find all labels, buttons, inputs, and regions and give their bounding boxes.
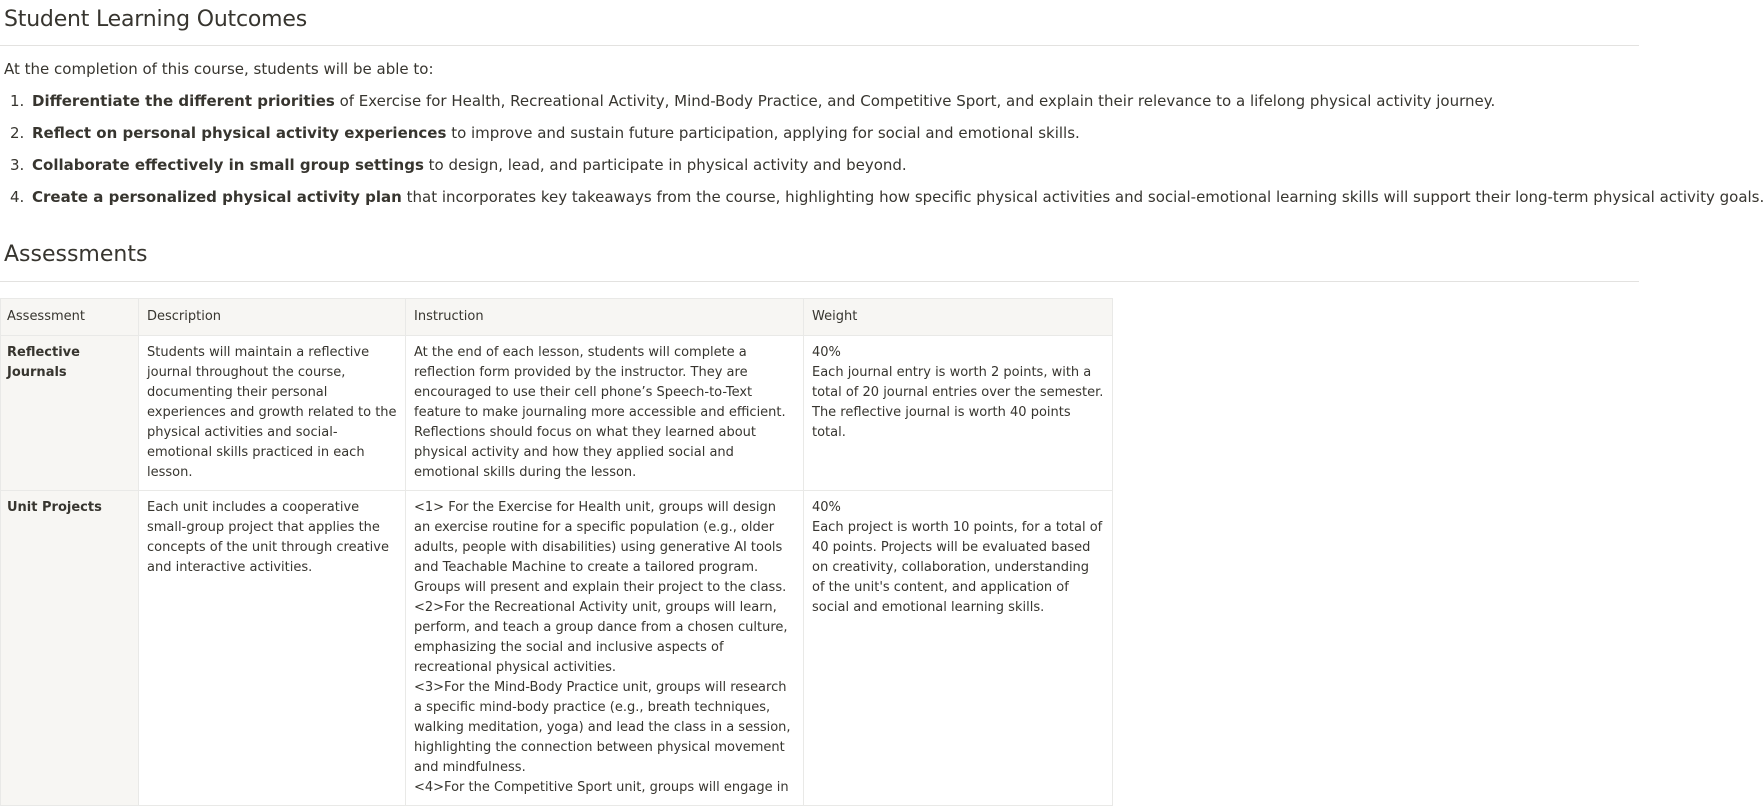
divider <box>0 45 1639 46</box>
table-header-row <box>1 299 1113 336</box>
outcome-text: that incorporates key takeaways from the course, highlighting how specific physical activities and social-emotional learning skills will support their long-term physical activity goals. <box>401 188 1764 206</box>
instruction-paragraph: At the end of each lesson, students will complete a reflection form provided by the instructor. They are encouraged to use their cell phone’s Speech-to-Text feature to make journaling more accessible and efficient. Reflections should focus on what they learned about physical activity and how they applied social and emotional skills during the lesson. <box>414 345 786 480</box>
instruction-paragraph: <1> For the Exercise for Health unit, groups will design an exercise routine for a specific population (e.g., older adults, people with disabilities) using generative AI tools and Teachable Machine to create a tailored program. Groups will present and explain their project to the class. <box>414 500 787 595</box>
list-number: 3. <box>10 156 25 174</box>
instruction-paragraph: <2>For the Recreational Activity unit, groups will learn, perform, and teach a group dance from a chosen culture, emphasizing the social and inclusive aspects of recreational physical activities. <box>414 600 788 675</box>
outcomes-intro: At the completion of this course, students will be able to: <box>4 60 434 78</box>
outcome-text: of Exercise for Health, Recreational Activity, Mind-Body Practice, and Competitive Sport, and explain their relevance to a lifelong physical activity journey. <box>334 92 1496 110</box>
weight-cell[interactable] <box>804 491 1113 806</box>
outcome-key-phrase: Collaborate effectively in small group settings <box>32 156 424 174</box>
instruction-cell[interactable] <box>406 336 804 491</box>
assessments-table <box>0 298 1113 806</box>
list-number: 4. <box>10 188 25 206</box>
column-header-description[interactable]: Description <box>139 299 406 336</box>
column-header-weight[interactable]: Weight <box>804 299 1113 336</box>
outcome-text: to design, lead, and participate in physical activity and beyond. <box>423 156 907 174</box>
assessment-cell[interactable]: Reflective Journals <box>1 336 139 491</box>
outcomes-heading: Student Learning Outcomes <box>4 7 307 32</box>
weight-text: Each project is worth 10 points, for a total of 40 points. Projects will be evaluated based on creativity, collaboration, understanding of the unit's content, and application of social and emotional learning skills. <box>812 520 1103 615</box>
table-row <box>1 491 1113 806</box>
outcome-key-phrase: Create a personalized physical activity plan <box>32 188 402 206</box>
weight-cell[interactable] <box>804 336 1113 491</box>
weight-value: 40% <box>812 500 841 515</box>
instruction-cell[interactable] <box>406 491 804 806</box>
list-number: 2. <box>10 124 25 142</box>
outcome-text: to improve and sustain future participation, applying for social and emotional skills. <box>446 124 1080 142</box>
description-cell[interactable]: Students will maintain a reflective journal throughout the course, documenting their personal experiences and growth related to the physical activities and social-emotional skills practiced in each lesson. <box>139 336 406 491</box>
instruction-paragraph: <3>For the Mind-Body Practice unit, groups will research a specific mind-body practice (e.g., breath techniques, walking meditation, yoga) and lead the class in a session, highlighting the connection between physical movement and mindfulness. <box>414 680 791 775</box>
assessments-heading: Assessments <box>4 242 148 267</box>
weight-text: Each journal entry is worth 2 points, with a total of 20 journal entries over the semester. The reflective journal is worth 40 points total. <box>812 365 1104 440</box>
description-cell[interactable]: Each unit includes a cooperative small-group project that applies the concepts of the unit through creative and interactive activities. <box>139 491 406 806</box>
assessment-cell[interactable]: Unit Projects <box>1 491 139 806</box>
divider <box>0 281 1639 282</box>
column-header-instruction[interactable]: Instruction <box>406 299 804 336</box>
list-number: 1. <box>10 92 25 110</box>
column-header-assessment[interactable]: Assessment <box>1 299 139 336</box>
table-row <box>1 336 1113 491</box>
weight-value: 40% <box>812 345 841 360</box>
outcome-key-phrase: Differentiate the different priorities <box>32 92 335 110</box>
outcome-key-phrase: Reflect on personal physical activity experiences <box>32 124 447 142</box>
instruction-paragraph: <4>For the Competitive Sport unit, groups will engage in <box>414 780 789 795</box>
